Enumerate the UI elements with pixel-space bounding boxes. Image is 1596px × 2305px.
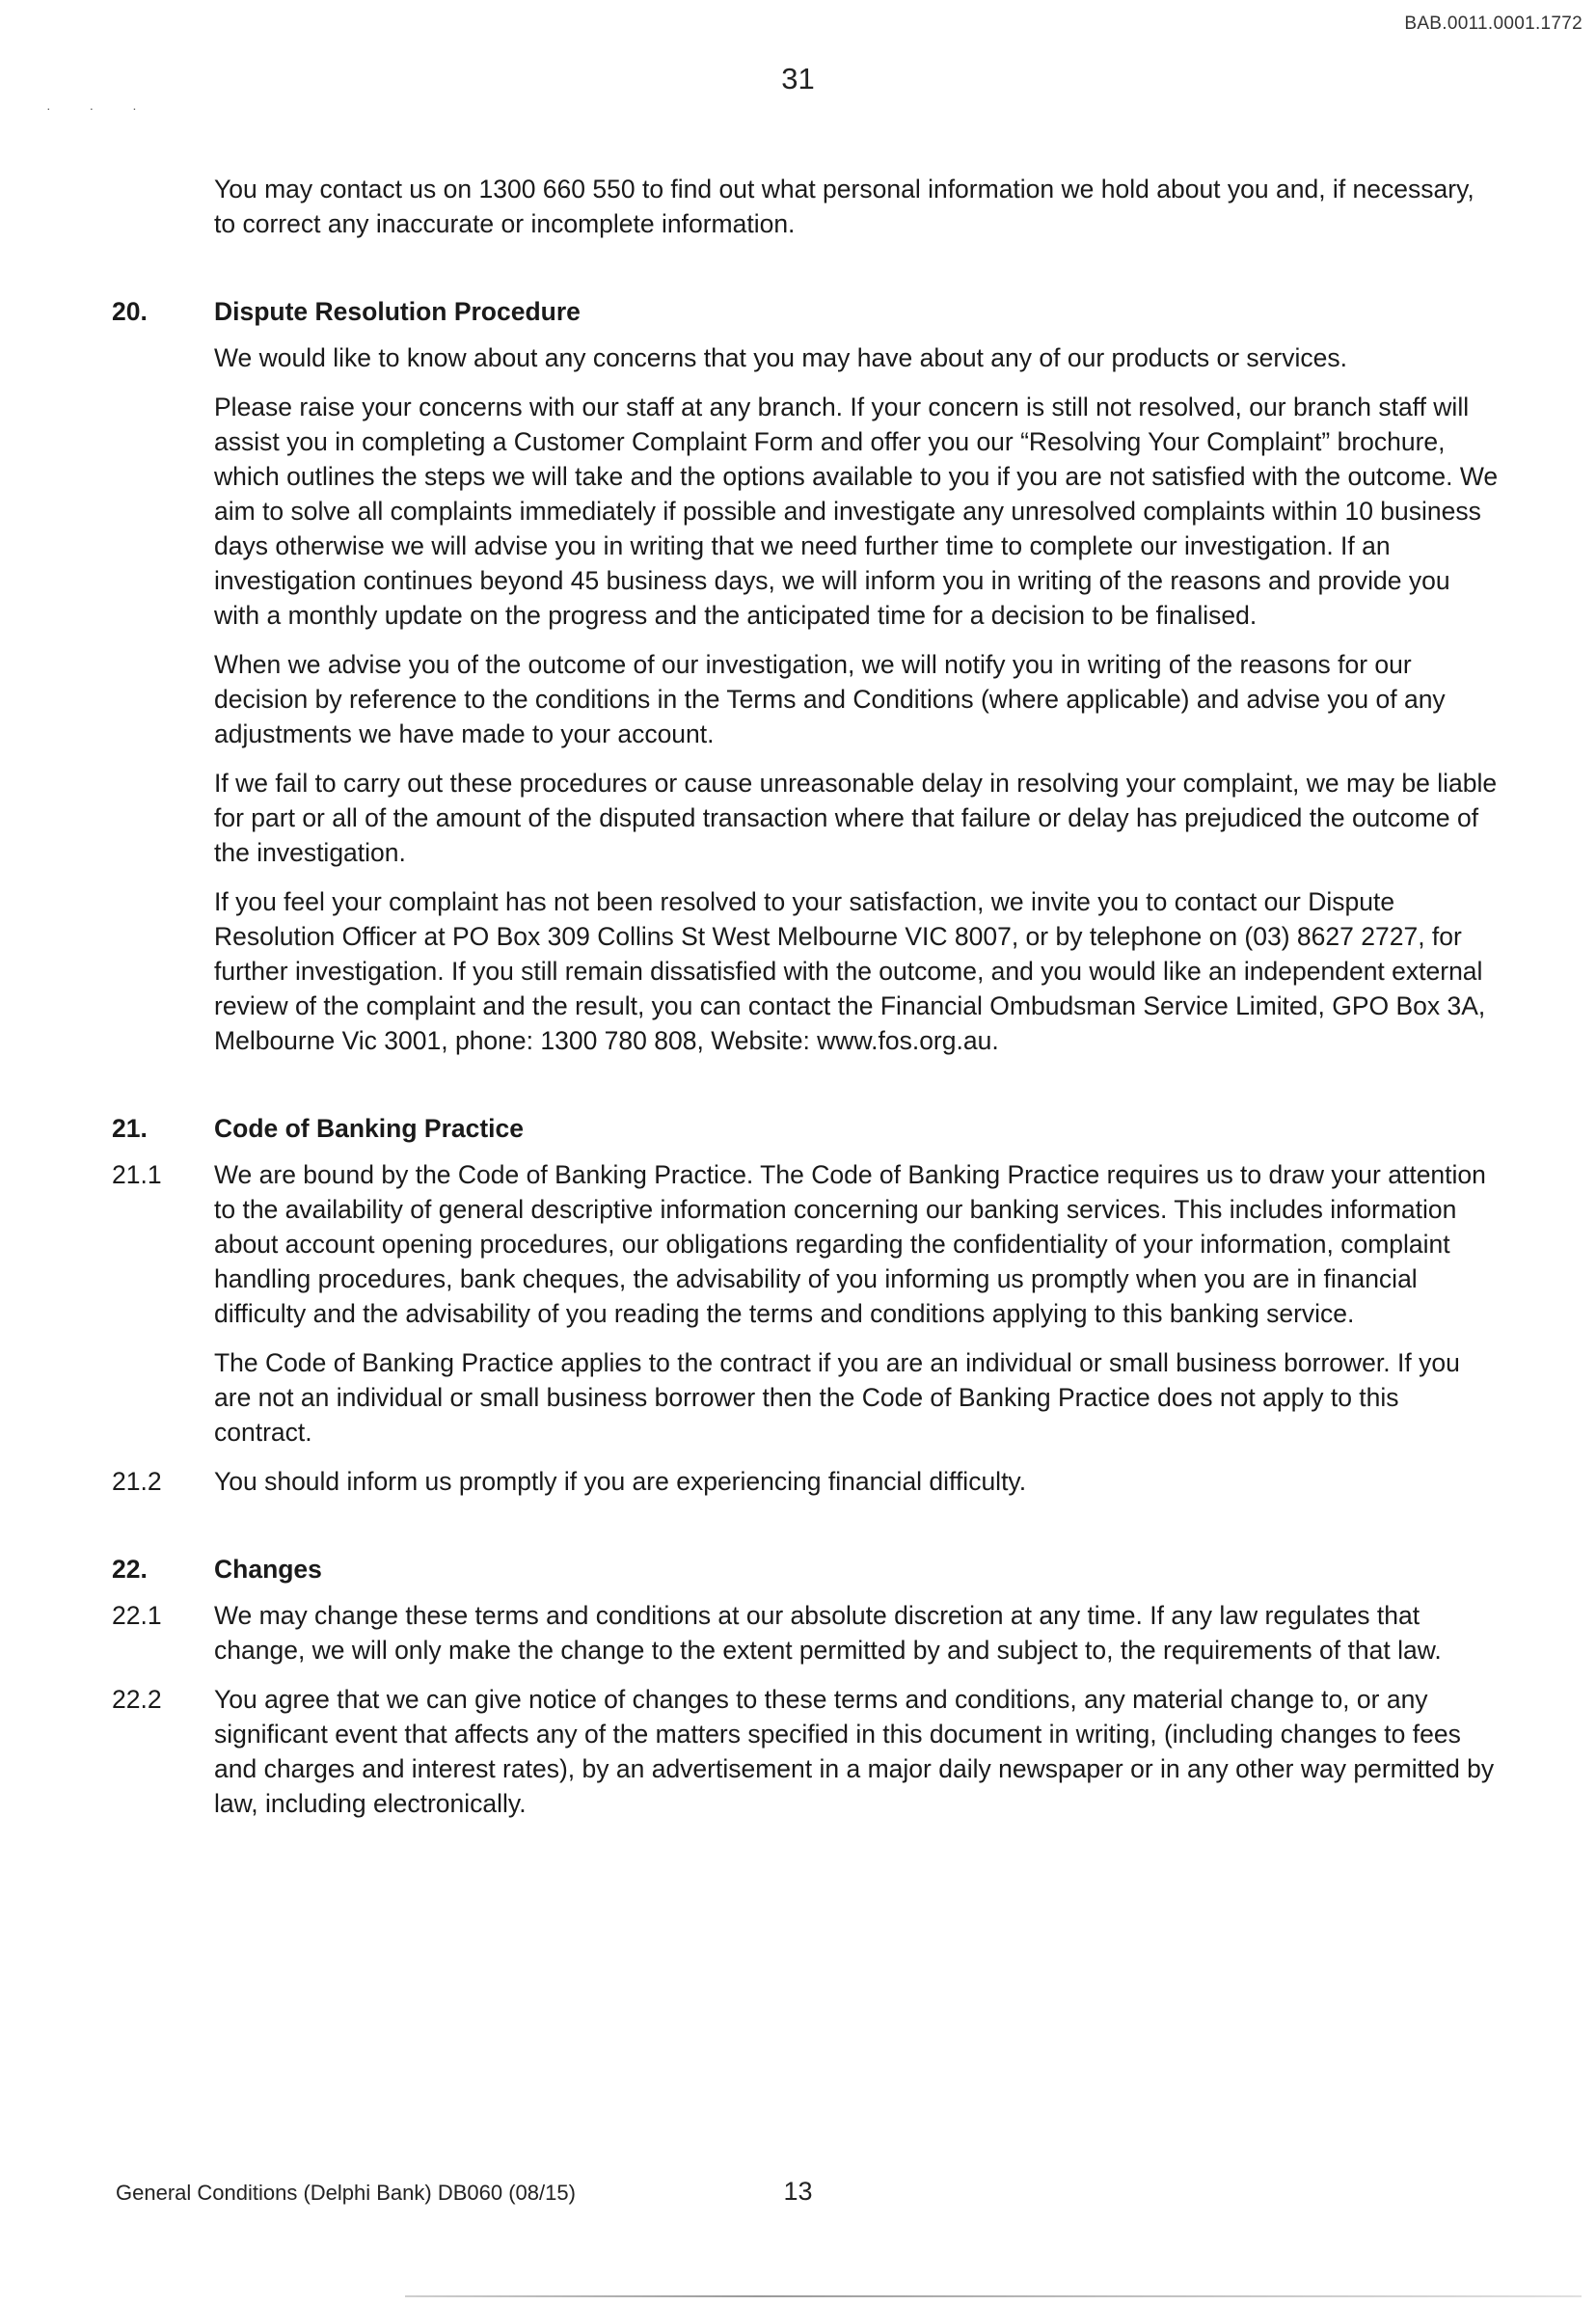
clause-number xyxy=(112,1345,214,1450)
clause xyxy=(112,1464,1501,1499)
document-body xyxy=(112,172,1501,1835)
page-number-top: 31 xyxy=(781,62,815,95)
paragraph: When we advise you of the outcome of our investigation, we will notify you in writing of the reasons for our decision by reference to the conditions in the Terms and Conditions (where applicable) and advise you of any adjustments we have made to your account. xyxy=(214,650,1446,748)
clause-text: We are bound by the Code of Banking Practice. The Code of Banking Practice requires us to draw your attention to the availability of general descriptive information concerning our banking services. This includes information about account opening procedures, our obligations regarding the confidentiality of your information, complaint handling procedures, bank cheques, the advisability of you informing us promptly when you are in financial difficulty and the advisability of you reading the terms and conditions applying to this banking service. xyxy=(214,1160,1486,1328)
section-number: 21. xyxy=(112,1114,148,1143)
section-title: Code of Banking Practice xyxy=(214,1114,525,1143)
paragraph: If you feel your complaint has not been resolved to your satisfaction, we invite you to contact our Dispute Resolution Officer at PO Box 309 Collins St West Melbourne VIC 8007, or by telephone on (03) 8627 2727, for further investigation. If you still remain dissatisfied with the outcome, and you would like an independent external review of the complaint and the result, you can contact the Financial Ombudsman Service Limited, GPO Box 3A, Melbourne Vic 3001, phone: 1300 780 808, Website: www.fos.org.au. xyxy=(214,887,1486,1055)
clause xyxy=(112,1598,1501,1668)
clause-text: You should inform us promptly if you are experiencing financial difficulty. xyxy=(214,1467,1027,1496)
clause-text: You agree that we can give notice of changes to these terms and conditions, any material change to, or any significant event that affects any of the matters specified in this document in writing, (including changes to fees and charges and interest rates), by an advertisement in a major daily newspaper or in any other way permitted by law, including electronically. xyxy=(214,1685,1495,1818)
section-number: 20. xyxy=(112,297,148,326)
paragraph: We would like to know about any concerns that you may have about any of our products or services. xyxy=(214,343,1347,372)
clause-number: 22.1 xyxy=(112,1601,162,1630)
scan-specks: · · · xyxy=(46,100,154,116)
clause xyxy=(112,1157,1501,1331)
section-22-heading xyxy=(112,1552,1501,1586)
section-title: Dispute Resolution Procedure xyxy=(214,297,581,326)
footer-document-title: General Conditions (Delphi Bank) DB060 (08/15) xyxy=(116,2181,576,2205)
section-title: Changes xyxy=(214,1555,322,1584)
clause xyxy=(112,1345,1501,1450)
clause-number: 21.1 xyxy=(112,1160,162,1189)
clause-text: We may change these terms and conditions at our absolute discretion at any time. If any law regulates that change, we will only make the change to the extent permitted by and subject to, the requirements of that law. xyxy=(214,1601,1442,1665)
section-number: 22. xyxy=(112,1555,148,1584)
clause-number: 21.2 xyxy=(112,1467,162,1496)
section-20-heading xyxy=(112,294,1501,329)
paragraph: If we fail to carry out these procedures or cause unreasonable delay in resolving your complaint, we may be liable for part or all of the amount of the disputed transaction where that failure or delay has prejudiced the outcome of the investigation. xyxy=(214,769,1498,867)
scan-edge-line xyxy=(405,2295,1582,2297)
section-21-heading xyxy=(112,1111,1501,1146)
clause-number: 22.2 xyxy=(112,1685,162,1714)
clause-text: The Code of Banking Practice applies to the contract if you are an individual or small business borrower. If you are not an individual or small business borrower then the Code of Banking Practice does not apply to this contract. xyxy=(214,1348,1460,1447)
paragraph: Please raise your concerns with our staff at any branch. If your concern is still not resolved, our branch staff will assist you in completing a Customer Complaint Form and offer you our “Resolving Your Complaint” brochure, which outlines the steps we will take and the options available to you if you are not satisfied with the outcome. We aim to solve all complaints immediately if possible and investigate any unresolved complaints within 10 business days otherwise we will advise you in writing that we need further time to complete our investigation. If an investigation continues beyond 45 business days, we will inform you in writing of the reasons and provide you with a monthly update on the progress and the anticipated time for a decision to be finalised. xyxy=(214,393,1499,630)
intro-paragraph: You may contact us on 1300 660 550 to find out what personal information we hold about you and, if necessary, to correct any inaccurate or incomplete information. xyxy=(214,175,1474,238)
document-reference: BAB.0011.0001.1772 xyxy=(1404,14,1582,34)
footer-page-number: 13 xyxy=(783,2177,813,2206)
clause xyxy=(112,1682,1501,1821)
